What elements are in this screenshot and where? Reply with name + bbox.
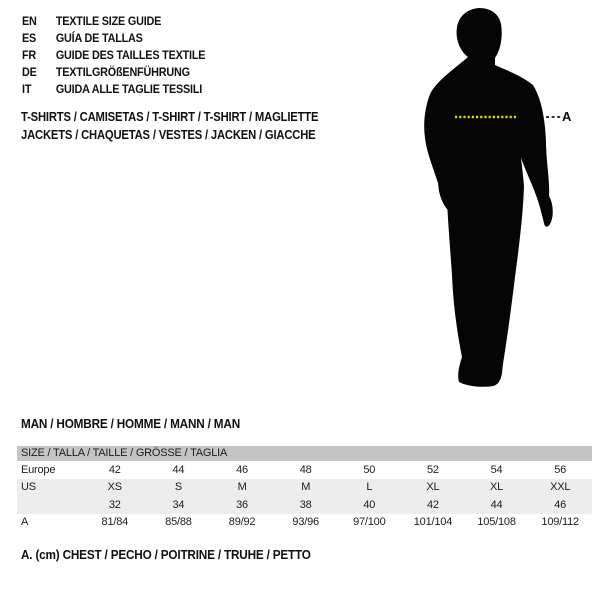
- size-value: XL: [490, 481, 504, 494]
- size-value: 42: [108, 463, 121, 476]
- size-value: 48: [299, 463, 312, 476]
- language-code: ES: [22, 33, 37, 45]
- category-jackets: JACKETS / CHAQUETAS / VESTES / JACKEN / GIACCHE: [21, 128, 316, 142]
- size-table-row-us: [17, 479, 592, 497]
- size-value: S: [174, 481, 182, 494]
- size-value: M: [301, 481, 311, 494]
- language-row: [22, 31, 205, 48]
- row-label: A: [21, 516, 29, 529]
- language-title: TEXTILGRÖßENFÜHRUNG: [55, 67, 190, 79]
- language-code: EN: [22, 16, 37, 28]
- measurement-footnote: A. (cm) CHEST / PECHO / POITRINE / TRUHE / PETTO: [21, 548, 311, 562]
- size-value: 38: [299, 498, 312, 511]
- size-table-row-chest: [17, 514, 592, 532]
- size-value: 56: [554, 463, 567, 476]
- size-value: XXL: [550, 481, 571, 494]
- row-label: Europe: [21, 463, 56, 476]
- size-table-row-numeric: [17, 496, 592, 514]
- size-value: 42: [427, 498, 439, 511]
- size-value: XL: [426, 481, 440, 494]
- language-code: FR: [22, 50, 37, 62]
- man-silhouette-figure: [395, 5, 590, 395]
- category-lines: [21, 108, 318, 144]
- size-value: 89/92: [228, 516, 256, 529]
- language-list: [22, 14, 205, 99]
- size-value: 46: [554, 498, 567, 511]
- size-value: M: [237, 481, 247, 494]
- category-tshirts: T-SHIRTS / CAMISETAS / T-SHIRT / T-SHIRT / MAGLIETTE: [21, 110, 319, 124]
- language-row: [22, 82, 205, 99]
- man-silhouette: [424, 8, 553, 387]
- size-value: 44: [490, 498, 503, 511]
- language-row: [22, 48, 205, 65]
- row-label: US: [21, 481, 36, 494]
- section-title-man: MAN / HOMBRE / HOMME / MANN / MAN: [21, 417, 241, 431]
- size-value: 40: [363, 498, 376, 511]
- language-title: GUÍA DE TALLAS: [55, 33, 143, 45]
- size-value: 85/88: [165, 516, 192, 529]
- size-value: 32: [108, 498, 121, 511]
- language-title: GUIDE DES TAILLES TEXTILE: [55, 50, 206, 62]
- size-value: 105/108: [477, 516, 516, 529]
- measure-label-a: A: [562, 109, 572, 124]
- size-value: 97/100: [353, 516, 386, 529]
- size-value: 109/112: [541, 516, 579, 529]
- language-code: DE: [22, 67, 37, 79]
- size-value: 34: [172, 498, 185, 511]
- language-row: [22, 65, 205, 82]
- size-table-row-europe: [17, 461, 592, 479]
- size-value: 101/104: [413, 516, 453, 529]
- size-value: 93/96: [292, 516, 319, 529]
- size-value: 81/84: [101, 516, 129, 529]
- size-value: L: [366, 481, 373, 494]
- size-value: 44: [172, 463, 185, 476]
- language-code: IT: [22, 84, 32, 96]
- size-table-header: SIZE / TALLA / TAILLE / GRÖSSE / TAGLIA: [17, 446, 592, 461]
- size-value: 54: [490, 463, 503, 476]
- size-value: XS: [107, 481, 122, 494]
- size-table: [17, 446, 592, 531]
- size-value: 46: [236, 463, 248, 476]
- language-title: TEXTILE SIZE GUIDE: [55, 16, 162, 28]
- size-value: 36: [236, 498, 248, 511]
- language-title: GUIDA ALLE TAGLIE TESSILI: [55, 84, 203, 96]
- size-value: 52: [427, 463, 439, 476]
- language-row: [22, 14, 205, 31]
- size-value: 50: [363, 463, 376, 476]
